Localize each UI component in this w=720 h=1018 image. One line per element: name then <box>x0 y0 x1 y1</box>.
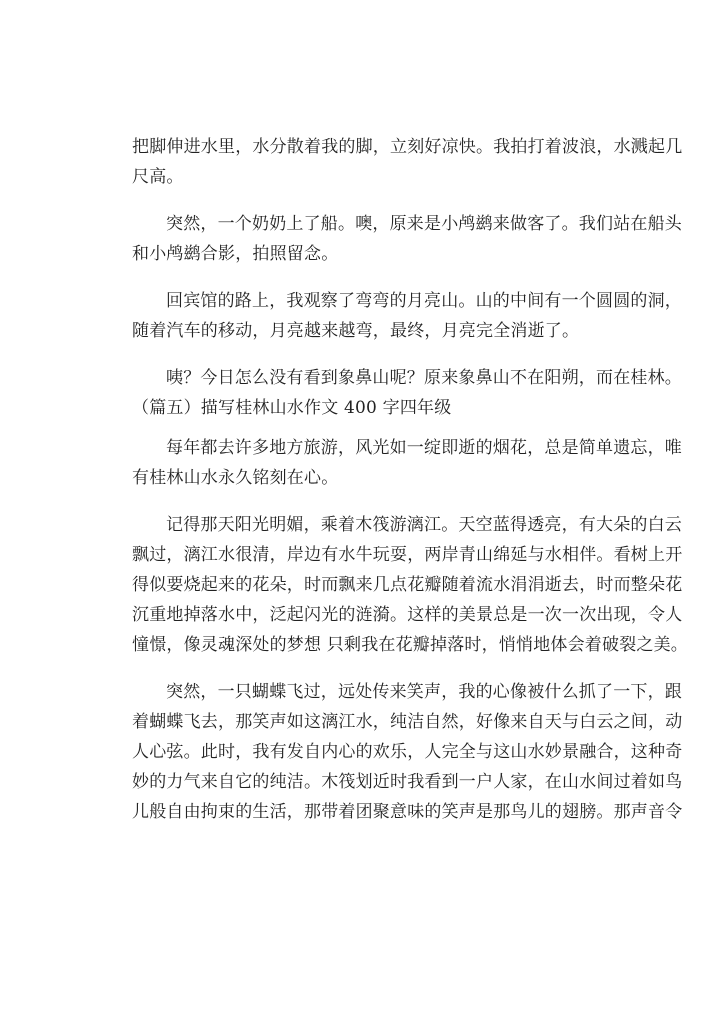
text-line: 把脚伸进水里，水分散着我的脚，立刻好凉快。我拍打着波浪，水溅起几 <box>132 137 683 157</box>
text-line: 憧憬，像灵魂深处的梦想 只剩我在花瓣掉落时，悄悄地体会着破裂之美。 <box>132 635 689 655</box>
text-line: 妙的力气来自它的纯洁。木筏划近时我看到一户人家，在山水间过着如鸟 <box>132 772 683 792</box>
text-line: 得似要烧起来的花朵，时而飘来几点花瓣随着流水涓涓逝去，时而整朵花 <box>132 575 683 595</box>
text-line: 和小鸬鹚合影，拍照留念。 <box>132 244 339 264</box>
text-line: 记得那天阳光明媚，乘着木筏游漓江。天空蓝得透亮，有大朵的白云 <box>166 515 682 535</box>
text-line: 随着汽车的移动，月亮越来越弯，最终，月亮完全消逝了。 <box>132 321 580 341</box>
text-line: 尺高。 <box>132 167 184 187</box>
text-line: 儿般自由拘束的生活，那带着团聚意味的笑声是那鸟儿的翅膀。那声音令 <box>132 802 683 822</box>
text-line: 飘过，漓江水很清，岸边有水牛玩耍，两岸青山绵延与水相伴。看树上开 <box>132 545 683 565</box>
text-line: 咦？今日怎么没有看到象鼻山呢？原来象鼻山不在阳朔，而在桂林。 <box>166 368 682 388</box>
section-heading: （篇五）描写桂林山水作文 400 字四年级 <box>132 398 452 418</box>
text-line: 有桂林山水永久铭刻在心。 <box>132 468 339 488</box>
document-body <box>132 132 689 827</box>
text-line: 回宾馆的路上，我观察了弯弯的月亮山。山的中间有一个圆圆的洞， <box>166 291 682 311</box>
text-line: 着蝴蝶飞去，那笑声如这漓江水，纯洁自然，好像来自天与白云之间，动 <box>132 712 683 732</box>
text-line: 每年都去许多地方旅游，风光如一绽即逝的烟花，总是简单遗忘，唯 <box>166 438 682 458</box>
text-line: 人心弦。此时，我有发自内心的欢乐，人完全与这山水妙景融合，这种奇 <box>132 742 683 762</box>
text-line: 突然，一只蝴蝶飞过，远处传来笑声，我的心像被什么抓了一下，跟 <box>166 682 682 702</box>
text-line: 沉重地掉落水中，泛起闪光的涟漪。这样的美景总是一次一次出现，令人 <box>132 605 683 625</box>
text-line: 突然，一个奶奶上了船。噢，原来是小鸬鹚来做客了。我们站在船头 <box>166 214 682 234</box>
